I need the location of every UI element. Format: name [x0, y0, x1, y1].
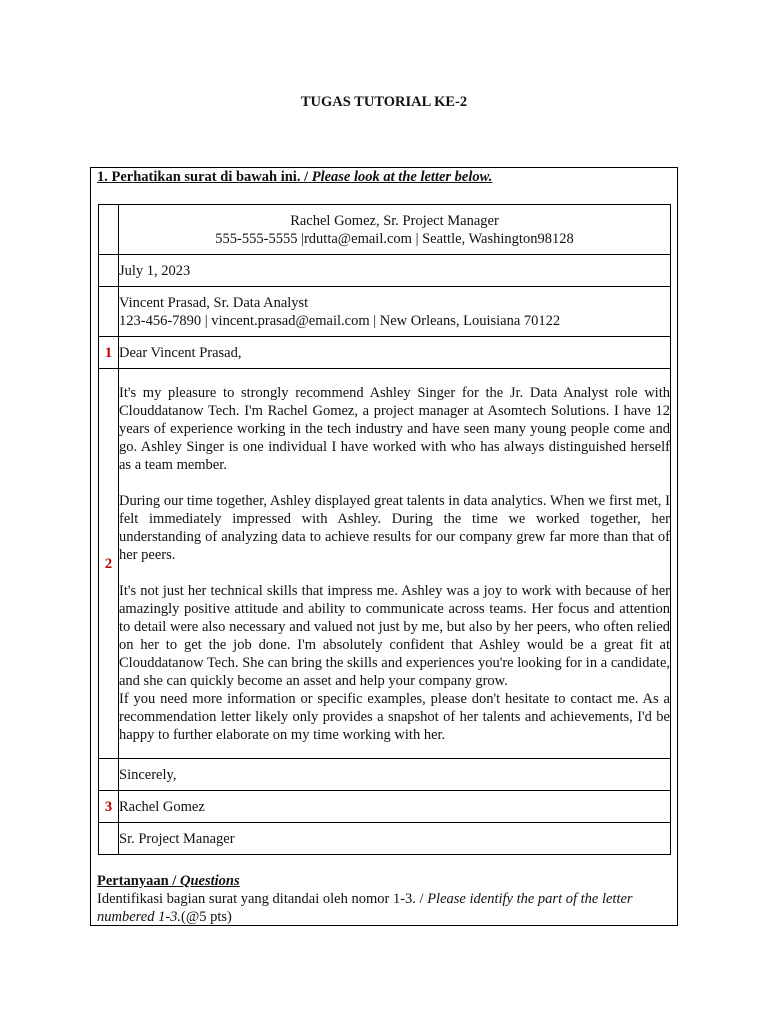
recipient-name: Vincent Prasad, Sr. Data Analyst: [119, 294, 309, 311]
recipient-contact: 123-456-7890 | vincent.prasad@email.com | New Orleans, Louisiana 70122: [119, 312, 561, 329]
body-paragraph: During our time together, Ashley displayed great talents in data analytics. When we first met, I felt immediately impressed with Ashley. During the time we worked together, her understanding of analyzing data to achieve results for our company grew far more than that of her peers.: [119, 492, 670, 563]
table-row: [99, 369, 671, 759]
page-title: TUGAS TUTORIAL KE-2: [300, 94, 468, 110]
row-number: 3: [99, 791, 119, 823]
question-text: [97, 890, 667, 926]
table-row: [99, 287, 671, 337]
body-paragraph: It's not just her technical skills that impress me. Ashley was a joy to work with because of her amazingly positive attitude and ability to communicate across teams. Her focus and attention to detail were also necessary and valued not just by me, but also by her peers, who often relied on her to get the job done. I'm absolutely confident that Ashley would be a great fit at Clouddatanow Tech. She can bring the skills and experiences you're looking for in a candidate, and she can quickly become an asset and help your company grow.: [119, 582, 670, 689]
sender-block: [119, 205, 671, 255]
section-heading-id: 1. Perhatikan surat di bawah ini. /: [97, 169, 309, 185]
letter-body: [119, 369, 671, 759]
row-number: [99, 759, 119, 791]
table-row: [99, 255, 671, 287]
questions-label-en: Questions: [179, 873, 240, 889]
salutation: Dear Vincent Prasad,: [119, 337, 671, 369]
question-text-id: Identifikasi bagian surat yang ditandai oleh nomor 1-3. /: [97, 891, 424, 907]
signature-title: Sr. Project Manager: [119, 823, 671, 855]
row-number: [99, 823, 119, 855]
body-paragraph: It's my pleasure to strongly recommend Ashley Singer for the Jr. Data Analyst role with Clouddatanow Tech. I'm Rachel Gomez, a project manager at Asomtech Solutions. I have 12 years of experience working in the tech industry and have seen many young people come and go. Ashley Singer is one individual I have worked with who has always distinguished herself as a team member.: [119, 384, 670, 473]
question-text-en: Please identify the part of the letter numbered 1-3.: [97, 891, 633, 925]
row-number: [99, 205, 119, 255]
table-row: [99, 823, 671, 855]
table-row: [99, 791, 671, 823]
task-box: [90, 167, 678, 926]
closing: Sincerely,: [119, 759, 671, 791]
section-heading-en: Please look at the letter below.: [311, 169, 493, 185]
question-points: (@5 pts): [181, 909, 232, 925]
row-number: [99, 287, 119, 337]
body-paragraph: If you need more information or specific examples, please don't hesitate to contact me. As a recommendation letter likely only provides a snapshot of her talents and achievements, I'd be happy to further elaborate on my time working with her.: [119, 690, 670, 743]
table-row: [99, 205, 671, 255]
questions-block: [97, 872, 667, 926]
letter-date: July 1, 2023: [119, 255, 671, 287]
section-heading: [97, 169, 492, 186]
row-number: 1: [99, 337, 119, 369]
sender-contact: 555-555-5555 |rdutta@email.com | Seattle, Washington98128: [215, 230, 574, 247]
row-number: [99, 255, 119, 287]
signature-name: Rachel Gomez: [119, 791, 671, 823]
recipient-block: [119, 287, 671, 337]
questions-label-id: Pertanyaan /: [97, 873, 177, 889]
questions-label: [97, 872, 667, 890]
sender-name: Rachel Gomez, Sr. Project Manager: [290, 212, 499, 229]
letter-table: [98, 204, 671, 855]
table-row: [99, 759, 671, 791]
table-row: [99, 337, 671, 369]
row-number: 2: [99, 369, 119, 759]
